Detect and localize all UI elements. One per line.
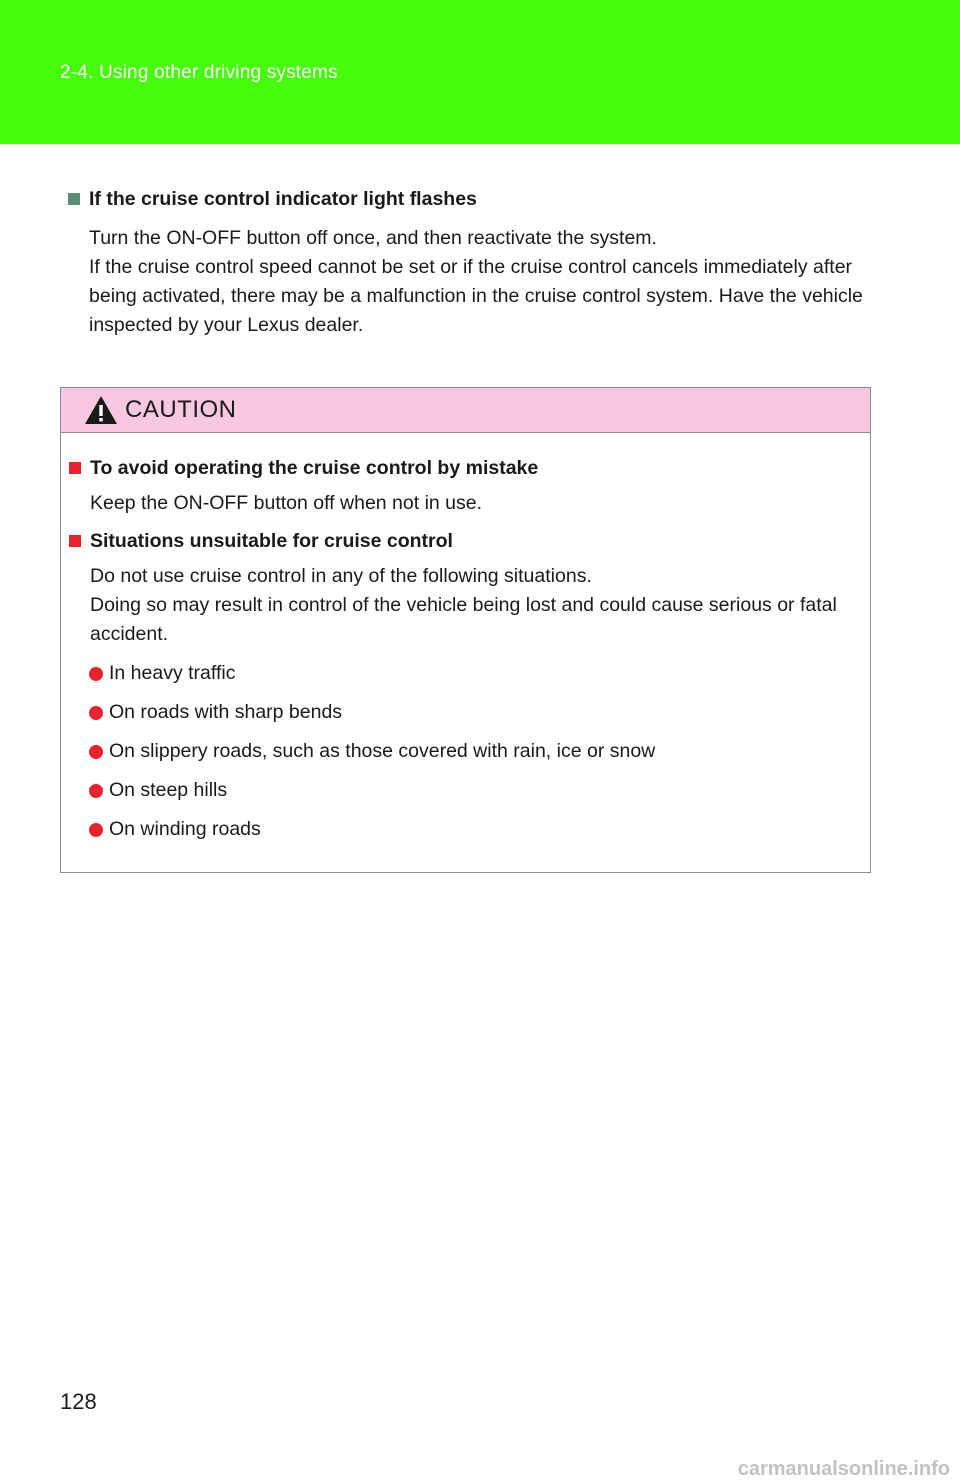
caution-paragraph: Doing so may result in control of the vehicle being lost and could cause serious or fatal accident.	[90, 594, 837, 645]
caution-item-heading-text: Situations unsuitable for cruise control	[90, 530, 453, 552]
bullet-dot-icon	[89, 823, 103, 837]
bullet-text: On slippery roads, such as those covered with rain, ice or snow	[109, 740, 656, 762]
caution-item-body	[90, 489, 862, 518]
caution-item-body	[90, 562, 862, 649]
caution-box	[60, 387, 871, 873]
caution-item	[69, 526, 862, 844]
bullet-item	[89, 659, 862, 688]
square-marker-icon	[69, 462, 81, 474]
header-band	[0, 0, 960, 144]
bullet-dot-icon	[89, 784, 103, 798]
bullet-item	[89, 737, 862, 766]
caution-item-heading	[69, 453, 862, 483]
section-paragraph: If the cruise control speed cannot be set or if the cruise control cancels immediately after being activated, there may be a malfunction in the cruise control system. Have the vehicle inspected by your Lexus dealer.	[89, 256, 863, 336]
bullet-text: On winding roads	[109, 818, 261, 840]
bullet-text: On roads with sharp bends	[109, 701, 343, 723]
bullet-item	[89, 776, 862, 805]
watermark: carmanualsonline.info	[737, 1458, 950, 1480]
caution-item-heading	[69, 526, 862, 556]
caution-body	[61, 433, 870, 844]
caution-label: CAUTION	[125, 396, 237, 423]
section-heading-text: If the cruise control indicator light flashes	[89, 188, 477, 210]
bullet-item	[89, 815, 862, 844]
caution-item-heading-text: To avoid operating the cruise control by mistake	[90, 457, 539, 479]
caution-paragraph: Do not use cruise control in any of the following situations.	[90, 565, 592, 587]
caution-header	[61, 388, 870, 433]
bullet-dot-icon	[89, 667, 103, 681]
bullet-text: In heavy traffic	[109, 662, 236, 684]
bullet-text: On steep hills	[109, 779, 228, 801]
square-marker-icon	[69, 535, 81, 547]
section-heading	[68, 184, 868, 214]
bullet-item	[89, 698, 862, 727]
caution-paragraph: Keep the ON-OFF button off when not in use.	[90, 492, 483, 514]
info-section	[68, 184, 868, 340]
square-marker-icon	[68, 193, 80, 205]
section-body	[89, 224, 868, 340]
warning-triangle-icon	[83, 394, 119, 426]
bullet-dot-icon	[89, 745, 103, 759]
section-title: 2-4. Using other driving systems	[60, 62, 338, 83]
bullet-dot-icon	[89, 706, 103, 720]
caution-item	[69, 453, 862, 518]
section-paragraph: Turn the ON-OFF button off once, and then reactivate the system.	[89, 227, 657, 249]
page-number: 128	[60, 1389, 97, 1414]
